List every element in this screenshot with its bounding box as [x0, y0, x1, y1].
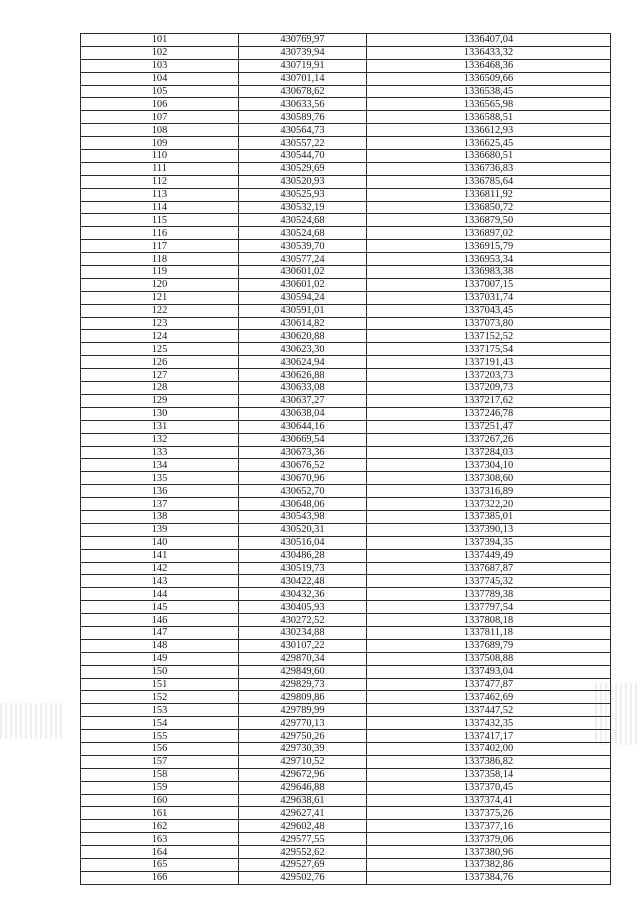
point-number-cell: 133: [81, 446, 239, 459]
x-coordinate-cell: 430638,04: [239, 407, 367, 420]
x-coordinate-cell: 430594,24: [239, 291, 367, 304]
table-row: [81, 459, 611, 472]
point-number-cell: 117: [81, 240, 239, 253]
table-row: [81, 291, 611, 304]
x-coordinate-cell: 429638,61: [239, 794, 367, 807]
table-row: [81, 781, 611, 794]
point-number-cell: 154: [81, 717, 239, 730]
point-number-cell: 140: [81, 536, 239, 549]
table-row: [81, 111, 611, 124]
table-row: [81, 755, 611, 768]
point-number-cell: 161: [81, 807, 239, 820]
y-coordinate-cell: 1337217,62: [367, 394, 611, 407]
table-row: [81, 420, 611, 433]
y-coordinate-cell: 1337370,45: [367, 781, 611, 794]
point-number-cell: 155: [81, 730, 239, 743]
point-number-cell: 164: [81, 846, 239, 859]
x-coordinate-cell: 430557,22: [239, 137, 367, 150]
x-coordinate-cell: 429602,48: [239, 820, 367, 833]
table-row: [81, 407, 611, 420]
table-row: [81, 330, 611, 343]
y-coordinate-cell: 1337246,78: [367, 407, 611, 420]
scan-artifact-left: [0, 703, 62, 739]
table-row: [81, 820, 611, 833]
point-number-cell: 147: [81, 626, 239, 639]
table-row: [81, 614, 611, 627]
y-coordinate-cell: 1337447,52: [367, 704, 611, 717]
point-number-cell: 123: [81, 317, 239, 330]
x-coordinate-cell: 430525,93: [239, 188, 367, 201]
x-coordinate-cell: 430633,56: [239, 98, 367, 111]
table-row: [81, 678, 611, 691]
point-number-cell: 125: [81, 343, 239, 356]
table-row: [81, 394, 611, 407]
x-coordinate-cell: 430543,98: [239, 510, 367, 523]
x-coordinate-cell: 430520,93: [239, 175, 367, 188]
point-number-cell: 136: [81, 485, 239, 498]
y-coordinate-cell: 1337462,69: [367, 691, 611, 704]
x-coordinate-cell: 430532,19: [239, 201, 367, 214]
y-coordinate-cell: 1336433,32: [367, 46, 611, 59]
x-coordinate-cell: 430676,52: [239, 459, 367, 472]
y-coordinate-cell: 1337402,00: [367, 742, 611, 755]
y-coordinate-cell: 1337384,76: [367, 871, 611, 884]
point-number-cell: 138: [81, 510, 239, 523]
point-number-cell: 118: [81, 253, 239, 266]
y-coordinate-cell: 1336509,66: [367, 72, 611, 85]
x-coordinate-cell: 429627,41: [239, 807, 367, 820]
x-coordinate-cell: 430577,24: [239, 253, 367, 266]
y-coordinate-cell: 1336736,83: [367, 162, 611, 175]
x-coordinate-cell: 430669,54: [239, 433, 367, 446]
x-coordinate-cell: 430633,08: [239, 382, 367, 395]
point-number-cell: 141: [81, 549, 239, 562]
y-coordinate-cell: 1337374,41: [367, 794, 611, 807]
point-number-cell: 137: [81, 498, 239, 511]
y-coordinate-cell: 1336612,93: [367, 124, 611, 137]
point-number-cell: 143: [81, 575, 239, 588]
y-coordinate-cell: 1337382,86: [367, 859, 611, 872]
y-coordinate-cell: 1337377,16: [367, 820, 611, 833]
point-number-cell: 142: [81, 562, 239, 575]
table-row: [81, 150, 611, 163]
point-number-cell: 149: [81, 652, 239, 665]
point-number-cell: 160: [81, 794, 239, 807]
y-coordinate-cell: 1336879,50: [367, 214, 611, 227]
table-row: [81, 575, 611, 588]
table-row: [81, 704, 611, 717]
point-number-cell: 106: [81, 98, 239, 111]
point-number-cell: 107: [81, 111, 239, 124]
y-coordinate-cell: 1337316,89: [367, 485, 611, 498]
y-coordinate-cell: 1337007,15: [367, 278, 611, 291]
x-coordinate-cell: 429809,86: [239, 691, 367, 704]
x-coordinate-cell: 430524,68: [239, 227, 367, 240]
point-number-cell: 157: [81, 755, 239, 768]
y-coordinate-cell: 1337789,38: [367, 588, 611, 601]
x-coordinate-cell: 429789,99: [239, 704, 367, 717]
y-coordinate-cell: 1336680,51: [367, 150, 611, 163]
y-coordinate-cell: 1337267,26: [367, 433, 611, 446]
table-row: [81, 871, 611, 884]
point-number-cell: 150: [81, 665, 239, 678]
x-coordinate-cell: 429849,60: [239, 665, 367, 678]
table-row: [81, 98, 611, 111]
x-coordinate-cell: 430516,04: [239, 536, 367, 549]
point-number-cell: 121: [81, 291, 239, 304]
table-row: [81, 626, 611, 639]
table-row: [81, 846, 611, 859]
table-row: [81, 536, 611, 549]
x-coordinate-cell: 430644,16: [239, 420, 367, 433]
y-coordinate-cell: 1337390,13: [367, 523, 611, 536]
table-row: [81, 639, 611, 652]
point-number-cell: 148: [81, 639, 239, 652]
x-coordinate-cell: 430623,30: [239, 343, 367, 356]
point-number-cell: 152: [81, 691, 239, 704]
point-number-cell: 112: [81, 175, 239, 188]
y-coordinate-cell: 1337152,52: [367, 330, 611, 343]
point-number-cell: 128: [81, 382, 239, 395]
x-coordinate-cell: 430739,94: [239, 46, 367, 59]
x-coordinate-cell: 430591,01: [239, 304, 367, 317]
table-row: [81, 382, 611, 395]
x-coordinate-cell: 430626,88: [239, 369, 367, 382]
y-coordinate-cell: 1337394,35: [367, 536, 611, 549]
table-row: [81, 859, 611, 872]
table-row: [81, 369, 611, 382]
x-coordinate-cell: 429770,13: [239, 717, 367, 730]
y-coordinate-cell: 1337308,60: [367, 472, 611, 485]
point-number-cell: 103: [81, 59, 239, 72]
y-coordinate-cell: 1337375,26: [367, 807, 611, 820]
table-row: [81, 253, 611, 266]
x-coordinate-cell: 430614,82: [239, 317, 367, 330]
x-coordinate-cell: 430769,97: [239, 34, 367, 47]
point-number-cell: 105: [81, 85, 239, 98]
point-number-cell: 163: [81, 833, 239, 846]
y-coordinate-cell: 1336538,45: [367, 85, 611, 98]
x-coordinate-cell: 430601,02: [239, 278, 367, 291]
table-row: [81, 175, 611, 188]
table-row: [81, 742, 611, 755]
y-coordinate-cell: 1337493,04: [367, 665, 611, 678]
table-row: [81, 278, 611, 291]
table-row: [81, 794, 611, 807]
y-coordinate-cell: 1337432,35: [367, 717, 611, 730]
x-coordinate-cell: 429730,39: [239, 742, 367, 755]
x-coordinate-cell: 430719,91: [239, 59, 367, 72]
table-row: [81, 85, 611, 98]
y-coordinate-cell: 1337508,88: [367, 652, 611, 665]
y-coordinate-cell: 1337073,80: [367, 317, 611, 330]
x-coordinate-cell: 429710,52: [239, 755, 367, 768]
table-row: [81, 343, 611, 356]
y-coordinate-cell: 1336953,34: [367, 253, 611, 266]
point-number-cell: 110: [81, 150, 239, 163]
point-number-cell: 122: [81, 304, 239, 317]
table-row: [81, 188, 611, 201]
x-coordinate-cell: 430620,88: [239, 330, 367, 343]
x-coordinate-cell: 430422,48: [239, 575, 367, 588]
table-row: [81, 665, 611, 678]
table-row: [81, 768, 611, 781]
point-number-cell: 108: [81, 124, 239, 137]
point-number-cell: 151: [81, 678, 239, 691]
point-number-cell: 146: [81, 614, 239, 627]
y-coordinate-cell: 1337385,01: [367, 510, 611, 523]
x-coordinate-cell: 429672,96: [239, 768, 367, 781]
coordinates-table: [80, 33, 611, 885]
x-coordinate-cell: 430272,52: [239, 614, 367, 627]
table-row: [81, 124, 611, 137]
y-coordinate-cell: 1337417,17: [367, 730, 611, 743]
x-coordinate-cell: 430539,70: [239, 240, 367, 253]
point-number-cell: 120: [81, 278, 239, 291]
point-number-cell: 127: [81, 369, 239, 382]
y-coordinate-cell: 1336897,02: [367, 227, 611, 240]
x-coordinate-cell: 429577,55: [239, 833, 367, 846]
x-coordinate-cell: 429646,88: [239, 781, 367, 794]
x-coordinate-cell: 429750,26: [239, 730, 367, 743]
point-number-cell: 131: [81, 420, 239, 433]
y-coordinate-cell: 1336915,79: [367, 240, 611, 253]
table-row: [81, 433, 611, 446]
point-number-cell: 101: [81, 34, 239, 47]
y-coordinate-cell: 1337043,45: [367, 304, 611, 317]
table-row: [81, 485, 611, 498]
point-number-cell: 159: [81, 781, 239, 794]
point-number-cell: 104: [81, 72, 239, 85]
table-row: [81, 498, 611, 511]
y-coordinate-cell: 1336785,64: [367, 175, 611, 188]
table-row: [81, 137, 611, 150]
x-coordinate-cell: 430678,62: [239, 85, 367, 98]
x-coordinate-cell: 429829,73: [239, 678, 367, 691]
x-coordinate-cell: 430544,70: [239, 150, 367, 163]
table-row: [81, 588, 611, 601]
x-coordinate-cell: 429552,62: [239, 846, 367, 859]
x-coordinate-cell: 430652,70: [239, 485, 367, 498]
point-number-cell: 135: [81, 472, 239, 485]
y-coordinate-cell: 1337745,32: [367, 575, 611, 588]
x-coordinate-cell: 430670,96: [239, 472, 367, 485]
table-row: [81, 317, 611, 330]
point-number-cell: 130: [81, 407, 239, 420]
point-number-cell: 156: [81, 742, 239, 755]
y-coordinate-cell: 1336811,92: [367, 188, 611, 201]
table-row: [81, 523, 611, 536]
y-coordinate-cell: 1337284,03: [367, 446, 611, 459]
y-coordinate-cell: 1337191,43: [367, 356, 611, 369]
x-coordinate-cell: 430637,27: [239, 394, 367, 407]
x-coordinate-cell: 430624,94: [239, 356, 367, 369]
point-number-cell: 134: [81, 459, 239, 472]
table-row: [81, 201, 611, 214]
table-row: [81, 356, 611, 369]
y-coordinate-cell: 1337797,54: [367, 601, 611, 614]
y-coordinate-cell: 1337379,06: [367, 833, 611, 846]
point-number-cell: 144: [81, 588, 239, 601]
y-coordinate-cell: 1336565,98: [367, 98, 611, 111]
table-row: [81, 691, 611, 704]
point-number-cell: 115: [81, 214, 239, 227]
point-number-cell: 139: [81, 523, 239, 536]
point-number-cell: 114: [81, 201, 239, 214]
point-number-cell: 165: [81, 859, 239, 872]
y-coordinate-cell: 1337203,73: [367, 369, 611, 382]
x-coordinate-cell: 430486,28: [239, 549, 367, 562]
y-coordinate-cell: 1336407,04: [367, 34, 611, 47]
table-row: [81, 72, 611, 85]
point-number-cell: 162: [81, 820, 239, 833]
table-row: [81, 601, 611, 614]
x-coordinate-cell: 430520,31: [239, 523, 367, 536]
table-row: [81, 807, 611, 820]
point-number-cell: 113: [81, 188, 239, 201]
y-coordinate-cell: 1337358,14: [367, 768, 611, 781]
point-number-cell: 124: [81, 330, 239, 343]
y-coordinate-cell: 1336850,72: [367, 201, 611, 214]
table-row: [81, 214, 611, 227]
y-coordinate-cell: 1337811,18: [367, 626, 611, 639]
x-coordinate-cell: 430234,88: [239, 626, 367, 639]
y-coordinate-cell: 1336625,45: [367, 137, 611, 150]
y-coordinate-cell: 1337386,82: [367, 755, 611, 768]
table-row: [81, 717, 611, 730]
table-row: [81, 162, 611, 175]
table-row: [81, 549, 611, 562]
x-coordinate-cell: 430529,69: [239, 162, 367, 175]
point-number-cell: 166: [81, 871, 239, 884]
x-coordinate-cell: 430673,36: [239, 446, 367, 459]
point-number-cell: 102: [81, 46, 239, 59]
x-coordinate-cell: 430589,76: [239, 111, 367, 124]
x-coordinate-cell: 430405,93: [239, 601, 367, 614]
point-number-cell: 111: [81, 162, 239, 175]
x-coordinate-cell: 430519,73: [239, 562, 367, 575]
y-coordinate-cell: 1337380,96: [367, 846, 611, 859]
table-row: [81, 59, 611, 72]
y-coordinate-cell: 1337175,54: [367, 343, 611, 356]
point-number-cell: 132: [81, 433, 239, 446]
table-row: [81, 730, 611, 743]
y-coordinate-cell: 1337322,20: [367, 498, 611, 511]
y-coordinate-cell: 1337477,87: [367, 678, 611, 691]
y-coordinate-cell: 1337449,49: [367, 549, 611, 562]
x-coordinate-cell: 430524,68: [239, 214, 367, 227]
x-coordinate-cell: 430107,22: [239, 639, 367, 652]
table-row: [81, 240, 611, 253]
point-number-cell: 145: [81, 601, 239, 614]
table-row: [81, 46, 611, 59]
point-number-cell: 158: [81, 768, 239, 781]
table-row: [81, 652, 611, 665]
y-coordinate-cell: 1337304,10: [367, 459, 611, 472]
x-coordinate-cell: 429502,76: [239, 871, 367, 884]
y-coordinate-cell: 1337251,47: [367, 420, 611, 433]
point-number-cell: 129: [81, 394, 239, 407]
x-coordinate-cell: 430601,02: [239, 266, 367, 279]
table-row: [81, 266, 611, 279]
y-coordinate-cell: 1336468,36: [367, 59, 611, 72]
table-row: [81, 510, 611, 523]
table-row: [81, 446, 611, 459]
x-coordinate-cell: 430564,73: [239, 124, 367, 137]
coordinates-table-body: [81, 34, 611, 885]
x-coordinate-cell: 429527,69: [239, 859, 367, 872]
point-number-cell: 116: [81, 227, 239, 240]
x-coordinate-cell: 430648,06: [239, 498, 367, 511]
table-row: [81, 227, 611, 240]
table-row: [81, 304, 611, 317]
point-number-cell: 109: [81, 137, 239, 150]
table-row: [81, 833, 611, 846]
y-coordinate-cell: 1337687,87: [367, 562, 611, 575]
table-row: [81, 34, 611, 47]
y-coordinate-cell: 1337209,73: [367, 382, 611, 395]
point-number-cell: 119: [81, 266, 239, 279]
y-coordinate-cell: 1336983,38: [367, 266, 611, 279]
table-row: [81, 472, 611, 485]
y-coordinate-cell: 1337031,74: [367, 291, 611, 304]
x-coordinate-cell: 430432,36: [239, 588, 367, 601]
y-coordinate-cell: 1337689,79: [367, 639, 611, 652]
table-row: [81, 562, 611, 575]
point-number-cell: 153: [81, 704, 239, 717]
y-coordinate-cell: 1337808,18: [367, 614, 611, 627]
x-coordinate-cell: 430701,14: [239, 72, 367, 85]
point-number-cell: 126: [81, 356, 239, 369]
x-coordinate-cell: 429870,34: [239, 652, 367, 665]
y-coordinate-cell: 1336588,51: [367, 111, 611, 124]
